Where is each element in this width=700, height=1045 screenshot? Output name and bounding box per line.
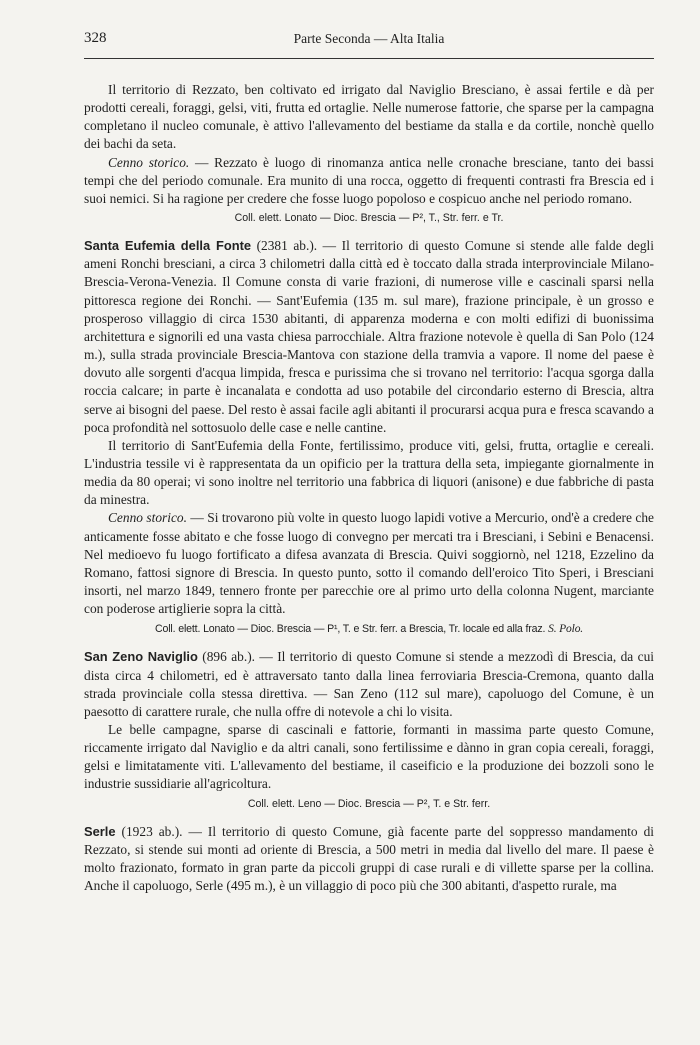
rezzato-paragraph: Il territorio di Rezzato, ben coltivato ed irrigato dal Naviglio Bresciano, è assai fertile e dà per prodotti cereali, foraggi, gelsi, viti, frutta ed ortaglie. Nelle numerose fattorie, che sparse per la campagna completano il nucleo comunale, è attivo l'allevamento del bestiame da stalla e da cortile, nonchè quello dei bachi da seta. — [84, 82, 654, 152]
history-label: Cenno storico. — [108, 154, 190, 170]
rezzato-reference: Coll. elett. Lonato — Dioc. Brescia — P², T., Str. ferr. e Tr. — [234, 212, 504, 225]
header-rule — [84, 58, 654, 59]
san-zeno-entry — [84, 648, 654, 721]
entry-text: (896 ab.). — Il territorio di questo Comune si stende a mezzodì di Brescia, da cui dista circa 4 chilometri, ed è attraversato tanto dalla linea ferroviaria Brescia-Cremona, quanto dalla strada provinciale colla stessa direttiva. — San Zeno (112 sul mare), capoluogo del Comune, è un paesotto di carattere rurale, che nulla offre di notevole a chi lo visita. — [84, 649, 654, 719]
santa-eufemia-reference — [84, 621, 654, 637]
page-number: 328 — [84, 30, 107, 46]
running-title: Parte Seconda — Alta Italia — [293, 31, 445, 46]
entry-heading: Serle — [84, 823, 116, 839]
entry-text: (2381 ab.). — Il territorio di questo Comune si stende alle falde degli ameni Ronchi bresciani, a circa 3 chilometri dalla città ed è toccato dalla strada interprovinciale Milano-Brescia-Verona-Venezia. Il Comune consta di varie frazioni, di numerose ville e cascinali sparsi nella pittoresca regione dei Ronchi. — Sant'Eufemia (135 m. sul mare), frazione principale, è un grosso e prosperoso villaggio di circa 1530 abitanti, di apparenza moderna e con molti edifizi di buonissima architettura e signorili ed una vasta chiesa parrocchiale. Altra frazione notevole è quella di San Polo (124 m.), sulla strada provinciale Brescia-Mantova con stazione della tramvia a vapore. Il nome del paese è dovuto alle sorgenti d'acqua limpida, fresca e purissima che si trovano nel territorio: l'acqua sgorga dalla roccia calcare; in parte è incanalata e condotta ad uso potabile del circondario esterno di Brescia, altra serve ai bisogni del paese. Del resto è assai facile agli abitanti il procurarsi acqua pura e fresca scavando a poca profondità nel sottosuolo delle case e nelle cantine. — [84, 238, 654, 435]
entry-heading: San Zeno Naviglio — [84, 649, 198, 665]
reference-text: Coll. elett. Lonato — Dioc. Brescia — P¹, T. e Str. ferr. a Brescia, Tr. locale ed alla fraz. — [154, 623, 546, 636]
reference-place: S. Polo. — [548, 623, 584, 636]
history-label: Cenno storico. — [108, 510, 187, 526]
santa-eufemia-entry — [84, 237, 654, 437]
book-page — [84, 30, 654, 895]
running-head — [84, 30, 654, 56]
rezzato-history — [84, 154, 654, 208]
san-zeno-paragraph: Le belle campagne, sparse di cascinali e fattorie, formanti in massima parte questo Comune, riccamente irrigato dal Naviglio e da altri canali, sono fertilissime e dànno in gran copia cereali, foraggi, gelsi e limitatamente viti. L'allevamento del bestiame, il caseificio e la produzione dei bozzoli sono le industrie sussidiarie all'agricoltura. — [84, 722, 654, 792]
entry-text: (1923 ab.). — Il territorio di questo Comune, già facente parte del soppresso mandamento di Rezzato, si stende sui monti ad oriente di Brescia, a 500 metri in media dal livello del mare. Il paese è molto frazionato, formato in gran parte da piccoli gruppi di case rurali e di villette sparse per la collina. Anche il capoluogo, Serle (495 m.), è un villaggio di poco più che 300 abitanti, d'aspetto rurale, ma — [84, 823, 654, 894]
santa-eufemia-history — [84, 509, 654, 618]
history-text: — Si trovarono più volte in questo luogo lapidi votive a Mercurio, ond'è a credere che anticamente fosse abitato e che fosse luogo di convegno per mercati tra i Bresciani, i Sebini e Benacensi. Nel medioevo fu luogo fortificato a difesa avanzata di Brescia. Quivi soggiornò, nel 1218, Ezzelino da Romano, fattosi signore di Brescia. In questo punto, sotto il comando dell'eroico Tito Speri, i Bresciani insorti, nel marzo 1849, tennero fronte per parecchie ore al primo urto della colonna Nugent, marciante con poderose artiglierie sopra la città. — [84, 510, 654, 617]
santa-eufemia-paragraph: Il territorio di Sant'Eufemia della Fonte, fertilissimo, produce viti, gelsi, frutta, ortaglie e cereali. L'industria tessile vi è rappresentata da un opificio per la trattura della seta, impiegante giornalmente in media da 80 operai; vi sono inoltre nel territorio una fabbrica di liquori (anisone) e due fabbriche di pasta da minestra. — [84, 437, 654, 508]
entry-heading: Santa Eufemia della Fonte — [84, 238, 252, 254]
serle-entry — [84, 823, 654, 896]
history-text: — Rezzato è luogo di rinomanza antica nelle cronache bresciane, tanto dei bassi tempi che del periodo comunale. Era munito di una rocca, oggetto di frequenti contrasti fra Brescia ed i suoi nemici. Si ha ragione per credere che fosse luogo popoloso e cospicuo anche nel periodo romano. — [84, 154, 655, 206]
san-zeno-reference: Coll. elett. Leno — Dioc. Brescia — P², T. e Str. ferr. — [247, 797, 491, 810]
